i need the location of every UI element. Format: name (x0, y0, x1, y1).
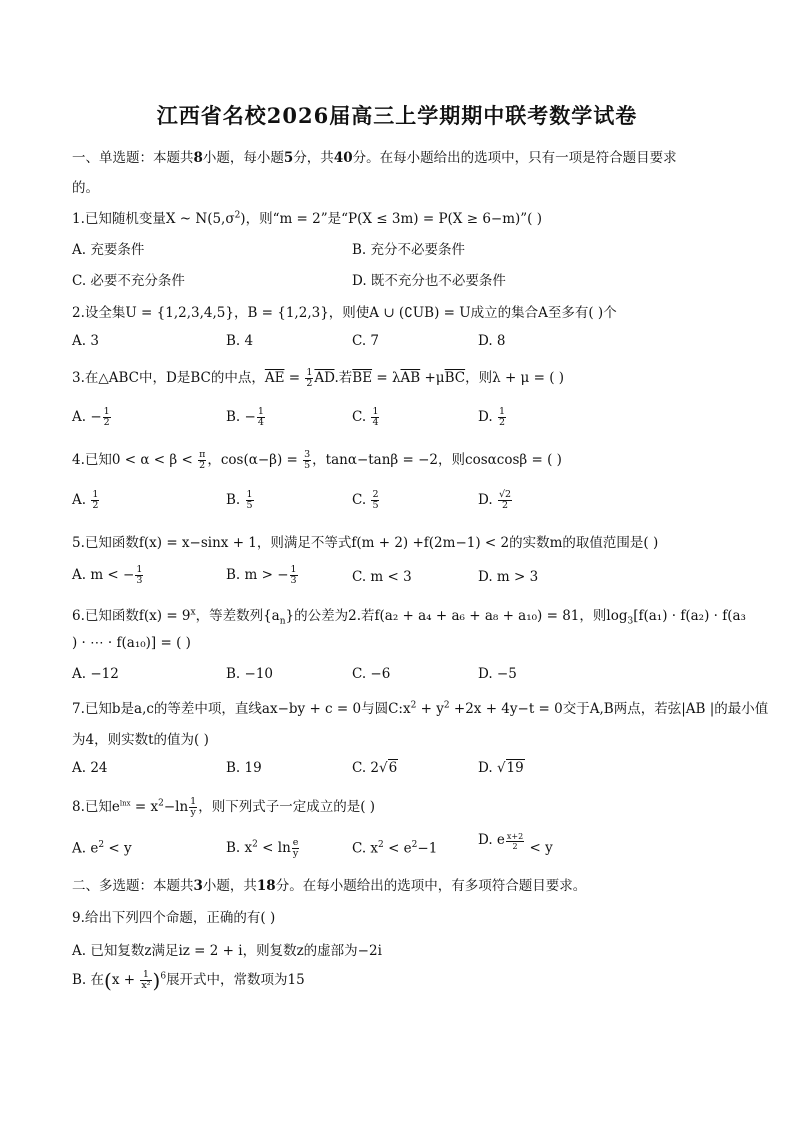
q6-s2: ，等差数列{a (195, 608, 280, 624)
q6-option-a[interactable]: A. −12 (72, 666, 119, 682)
q5-a-den: 3 (136, 575, 143, 586)
q3-d-frac (498, 407, 506, 428)
q1-option-a[interactable]: A. 充要条件 (72, 242, 145, 258)
q9-b-den: x² (141, 980, 151, 991)
q5-option-c[interactable]: C. m < 3 (352, 569, 412, 585)
section2-count: 3 (193, 878, 203, 894)
q9-b-label: B. 在 (72, 972, 105, 988)
section2-header (72, 874, 586, 894)
q1-option-d[interactable]: D. 既不充分也不必要条件 (352, 273, 506, 289)
section1-suffix: 分。在每小题给出的选项中，只有一项是符合题目要求 (352, 150, 677, 166)
section1-wrap: 的。 (72, 180, 99, 196)
q7-option-d[interactable] (478, 760, 525, 776)
q3-c-frac (371, 407, 379, 428)
q8-s4: ，则下列式子一定成立的是( ) (198, 799, 376, 815)
section1-mid1: 小题，每小题 (202, 150, 284, 166)
q8-option-b[interactable] (226, 838, 300, 859)
q7-stem (72, 697, 768, 717)
q8-b-label: B. x (226, 840, 253, 856)
q4-d-label: D. (478, 492, 497, 508)
q5-b-label: B. m > − (226, 567, 289, 583)
q7-sup-b: 2 (443, 700, 450, 711)
section1-mid2: 分，共 (293, 150, 334, 166)
q3-d-num: 1 (498, 406, 505, 417)
q8-d-frac (506, 832, 524, 851)
q3-vector-be: $\overline{BE}$ (352, 370, 373, 386)
q3-s5: +μ (420, 370, 445, 386)
q8-s2-sup: 2 (158, 798, 164, 809)
q4-d-den: 2 (501, 500, 509, 511)
q5-b-num: 1 (290, 564, 297, 575)
q2-option-a[interactable]: A. 3 (72, 333, 99, 349)
q8-c-sup2: 2 (411, 840, 418, 850)
q8-c-rest: −1 (417, 840, 438, 857)
q2-option-c[interactable]: C. 7 (352, 333, 380, 349)
q7-s3: +2x + 4y−t = 0交于A,B两点，若弦|AB |的最小值 (449, 701, 769, 717)
q9-b-frac (140, 970, 151, 991)
sqrt-icon: √ (496, 760, 506, 776)
q4-s2: ，cos(α−β) = (207, 452, 303, 468)
q2-stem: 2.设全集U = {1,2,3,4,5}，B = {1,2,3}，则使A ∪ (∁UB) = U成立的集合A至多有( )个 (72, 305, 617, 321)
q4-b-num: 1 (246, 489, 253, 500)
q5-a-num: 1 (136, 564, 143, 575)
q3-vector-ab: $\overline{AB}$ (400, 370, 421, 386)
q4-frac2-den: 5 (304, 460, 311, 471)
q5-stem: 5.已知函数f(x) = x−sinx + 1，则满足不等式f(m + 2) +f(2m−1) < 2的实数m的取值范围是( ) (72, 535, 659, 551)
q4-frac1-den: 2 (199, 460, 206, 471)
q3-d-den: 2 (498, 417, 505, 428)
q4-a-num: 1 (92, 489, 99, 500)
q3-option-d[interactable] (478, 407, 507, 428)
q8-stem (72, 795, 375, 818)
q1-stem-a: 1.已知随机变量X ~ N(5,σ (72, 211, 235, 227)
q6-s3: }的公差为2.若f(a₂ + a₄ + a₆ + a₈ + a₁₀) = 81，则log (285, 608, 628, 624)
q4-option-d[interactable] (478, 490, 513, 511)
section1-prefix: 一、单选题：本题共 (72, 150, 194, 166)
q6-option-b[interactable]: B. −10 (226, 666, 273, 682)
q4-a-frac (91, 490, 99, 511)
q4-a-den: 2 (92, 500, 99, 511)
q4-frac2-num: 3 (304, 449, 311, 460)
q3-s1: 3.在△ABC中，D是BC的中点， (72, 370, 265, 386)
q6-s3-sub: 3 (627, 616, 634, 627)
section2-suffix: 分。在每小题给出的选项中，有多项符合题目要求。 (275, 878, 587, 894)
q8-s3: −ln (163, 799, 189, 815)
q6-option-d[interactable]: D. −5 (478, 666, 517, 682)
q1-sup: 2 (234, 210, 241, 221)
q4-frac1-num: π (199, 449, 206, 460)
q3-b-den: 4 (257, 417, 264, 428)
q8-option-c[interactable] (352, 840, 437, 857)
q8-frac-den: y (190, 807, 196, 818)
q9-b-x: x + (111, 972, 140, 988)
q1-stem-b: )，则“m = 2”是“P(X ≤ 3m) = P(X ≥ 6−m)”( ) (240, 211, 543, 227)
q3-a-label: A. − (72, 409, 102, 425)
q3-c-den: 4 (372, 417, 379, 428)
q5-option-a[interactable] (72, 565, 144, 586)
q1-option-c[interactable]: C. 必要不充分条件 (72, 273, 185, 289)
q8-b-frac (292, 838, 300, 859)
q5-option-b[interactable] (226, 565, 299, 586)
q9-b-paren-left: ( (104, 968, 112, 993)
q4-c-label: C. (352, 492, 371, 508)
q9-b-rest: 展开式中，常数项为15 (166, 972, 305, 988)
q2-option-b[interactable]: B. 4 (226, 333, 254, 349)
section2-prefix: 二、多选题：本题共 (72, 878, 194, 894)
q4-c-num: 2 (372, 489, 379, 500)
q5-b-frac (290, 565, 298, 586)
q3-c-label: C. (352, 409, 371, 425)
q7-d-radicand: 19 (506, 760, 524, 776)
q5-a-frac (135, 565, 143, 586)
q7-sup-a: 2 (410, 700, 417, 711)
exam-title: 江西省名校2026届高三上学期期中联考数学试卷 (156, 103, 638, 128)
q7-c-radicand: 6 (388, 760, 398, 776)
q3-option-c[interactable] (352, 407, 380, 428)
q4-option-b[interactable] (226, 490, 255, 511)
q7-wrap: 为4，则实数t的值为( ) (72, 732, 209, 748)
q2-option-d[interactable]: D. 8 (478, 333, 506, 349)
q8-option-d[interactable] (478, 832, 553, 856)
q3-s3: .若 (334, 370, 353, 386)
q3-vector-ad: $\overline{AD}$ (314, 370, 335, 386)
q4-s3: ，tanα−tanβ = −2，则cosαcosβ = ( ) (312, 452, 562, 468)
q8-d-label: D. e (478, 832, 505, 848)
q3-s6: ，则λ + μ = ( ) (465, 370, 565, 386)
q5-option-d[interactable]: D. m > 3 (478, 569, 539, 585)
q4-d-frac (498, 490, 512, 511)
q7-s1: 7.已知b是a,c的等差中项，直线ax−by + c = 0与圆C:x (72, 701, 411, 717)
q8-s2: = x (130, 799, 159, 815)
q9-b-sup: 6 (160, 971, 167, 982)
section2-total: 18 (256, 878, 276, 894)
section1-count: 8 (193, 150, 203, 166)
q6-wrap: ) · ⋯ · f(a₁₀)] = ( ) (72, 635, 191, 651)
q4-d-num: √2 (498, 489, 512, 500)
q8-d-den: 2 (512, 842, 518, 851)
q8-d-rest: < y (525, 840, 553, 856)
q4-frac2 (303, 450, 311, 471)
q4-c-frac (371, 490, 379, 511)
q8-b-mid: < ln (257, 840, 291, 856)
q3-d-label: D. (478, 409, 497, 425)
q3-fraction (305, 368, 313, 389)
q8-d-num: x+2 (506, 832, 524, 841)
q8-c-label: C. x (352, 840, 379, 857)
q9-stem: 9.给出下列四个命题，正确的有( ) (72, 910, 276, 926)
q4-a-label: A. (72, 492, 91, 508)
section1-header (72, 146, 677, 166)
q3-b-num: 1 (257, 406, 264, 417)
q8-b-sup: 2 (252, 839, 258, 850)
q8-frac (189, 797, 197, 818)
q8-c-sup: 2 (378, 840, 384, 850)
q3-vector-bc: $\overline{BC}$ (444, 370, 466, 386)
q8-a-label: A. e (72, 840, 99, 857)
sqrt-icon: √ (379, 760, 388, 776)
q5-a-label: A. m < − (72, 567, 135, 583)
q7-s2: + y (416, 701, 444, 717)
q7-option-b[interactable]: B. 19 (226, 760, 262, 776)
q3-option-a[interactable] (72, 407, 112, 428)
q9-b-paren-right: ) (152, 968, 161, 993)
q9-option-a[interactable]: A. 已知复数z满足iz = 2 + i，则复数z的虚部为−2i (72, 943, 382, 959)
q3-b-label: B. − (226, 409, 256, 425)
q8-option-a[interactable] (72, 840, 132, 857)
q7-option-a[interactable]: A. 24 (72, 760, 108, 776)
q3-b-frac (257, 407, 265, 428)
q6-s1-sup: x (190, 607, 196, 618)
q3-c-num: 1 (372, 406, 379, 417)
q6-option-c[interactable]: C. −6 (352, 666, 391, 682)
q3-s2: = (284, 370, 305, 386)
q3-vector-ae: $\overline{AE}$ (264, 370, 285, 386)
q1-option-b[interactable]: B. 充分不必要条件 (352, 242, 466, 258)
q3-a-frac (103, 407, 111, 428)
q3-option-b[interactable] (226, 407, 266, 428)
q6-s1: 6.已知函数f(x) = 9 (72, 608, 191, 624)
q8-s1-sup: lnx (119, 799, 131, 808)
q4-option-c[interactable] (352, 490, 380, 511)
q3-a-num: 1 (103, 406, 110, 417)
q8-s1: 8.已知e (72, 799, 120, 815)
q4-c-den: 5 (372, 500, 379, 511)
q3-s4: = λ (372, 370, 401, 386)
section2-mid: 小题，共 (202, 878, 257, 894)
section1-total: 40 (333, 150, 353, 166)
q6-s2-sub: n (279, 616, 286, 627)
q9-b-num: 1 (140, 970, 151, 981)
section1-score-each: 5 (283, 150, 294, 166)
q4-stem (72, 448, 562, 471)
q3-frac-num: 1 (306, 367, 313, 378)
q3-stem (72, 366, 564, 389)
q8-a-sup: 2 (98, 840, 105, 850)
q7-option-c[interactable] (352, 760, 398, 776)
q6-stem (72, 604, 746, 627)
q8-c-mid: < e (383, 840, 412, 857)
q4-b-label: B. (226, 492, 245, 508)
q9-option-b[interactable] (72, 968, 305, 993)
q6-s4: [f(a₁) · f(a₂) · f(a₃ (633, 608, 746, 624)
q1-stem (72, 207, 542, 227)
q7-d-label: D. (478, 760, 497, 776)
q8-b-num: e (292, 837, 299, 848)
q3-a-den: 2 (103, 417, 110, 428)
q8-a-rest: < y (104, 840, 132, 857)
q4-b-den: 5 (246, 500, 253, 511)
q5-b-den: 3 (290, 575, 297, 586)
q4-option-a[interactable] (72, 490, 100, 511)
q4-frac1 (198, 450, 206, 471)
q7-c-label: C. 2 (352, 760, 380, 776)
q4-b-frac (246, 490, 254, 511)
q8-b-den: y (292, 848, 299, 859)
q4-s1: 4.已知0 < α < β < (72, 452, 198, 468)
q8-frac-num: 1 (190, 796, 197, 807)
q3-frac-den: 2 (306, 378, 313, 389)
